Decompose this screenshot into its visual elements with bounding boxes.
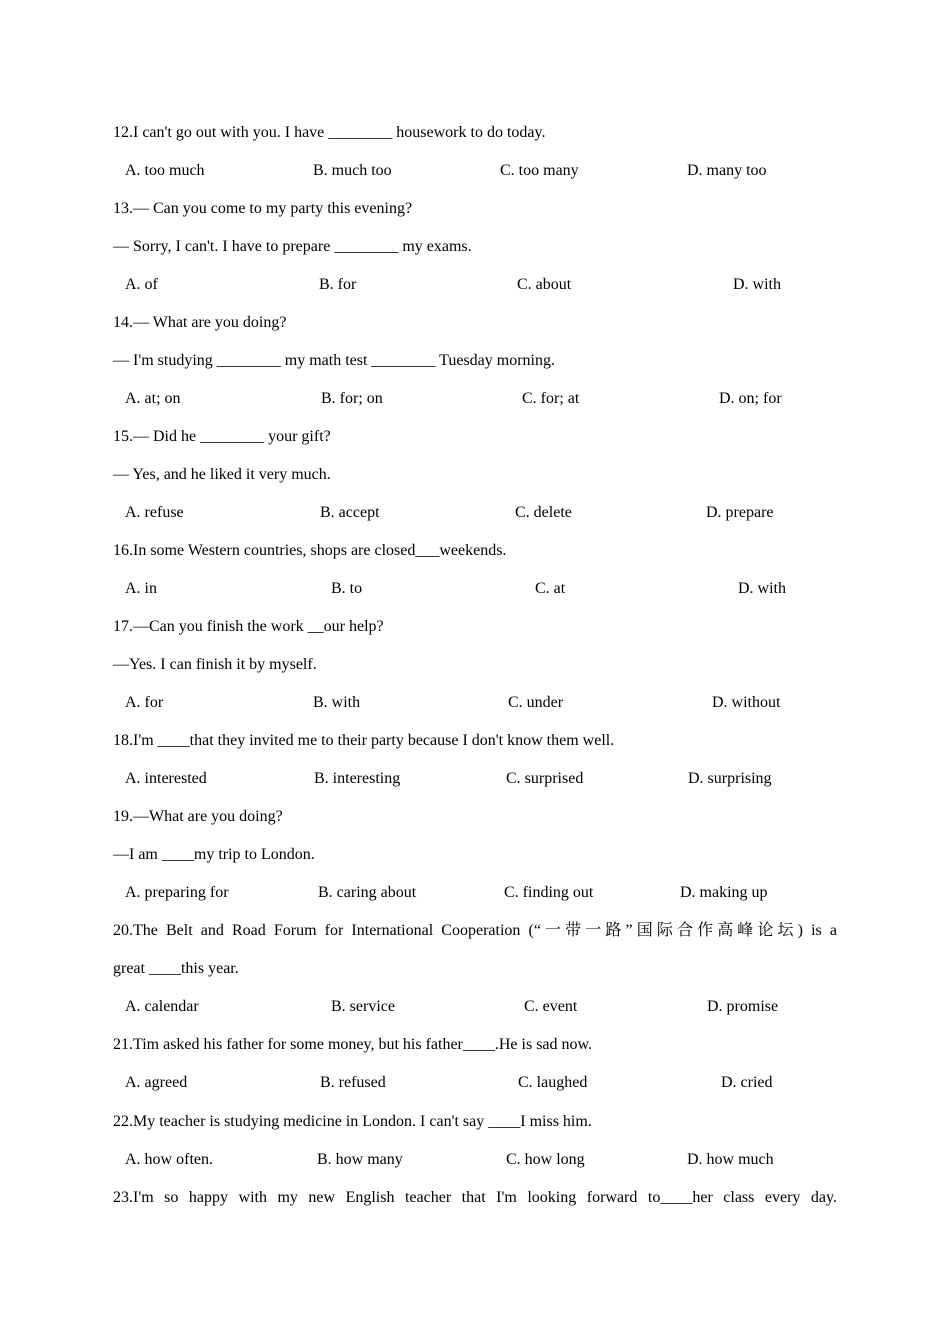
option-c: C. laughed xyxy=(518,1074,588,1091)
option-d: D. with xyxy=(738,580,786,597)
question-21-options xyxy=(0,1073,950,1093)
question-17-options xyxy=(0,693,950,713)
option-b: B. interesting xyxy=(314,770,401,787)
question-19-stem: 19.—What are you doing? xyxy=(113,808,283,825)
question-19-reply: —I am ____my trip to London. xyxy=(113,846,315,863)
question-23-stem: 23.I'm so happy with my new English teacher that I'm looking forward to____her class every day. xyxy=(113,1189,837,1206)
option-d: D. making up xyxy=(680,884,768,901)
option-c: C. at xyxy=(535,580,566,597)
option-a: A. too much xyxy=(125,162,205,179)
option-a: A. calendar xyxy=(125,998,199,1015)
question-19-options xyxy=(0,883,950,903)
question-22-options xyxy=(0,1150,950,1170)
option-a: A. how often. xyxy=(125,1151,213,1168)
option-c: C. about xyxy=(517,276,572,293)
question-22-stem: 22.My teacher is studying medicine in London. I can't say ____I miss him. xyxy=(113,1113,592,1130)
option-d: D. promise xyxy=(707,998,779,1015)
option-d: D. with xyxy=(733,276,781,293)
question-16-options xyxy=(0,579,950,599)
option-d: D. surprising xyxy=(688,770,772,787)
question-18-options xyxy=(0,769,950,789)
question-13-stem: 13.— Can you come to my party this evening? xyxy=(113,200,413,217)
option-a: A. preparing for xyxy=(125,884,229,901)
option-d: D. how much xyxy=(687,1151,774,1168)
option-d: D. many too xyxy=(687,162,767,179)
question-13-options xyxy=(0,275,950,295)
option-a: A. at; on xyxy=(125,390,181,407)
option-d: D. without xyxy=(712,694,781,711)
question-18-stem: 18.I'm ____that they invited me to their party because I don't know them well. xyxy=(113,732,615,749)
question-15-stem: 15.— Did he ________ your gift? xyxy=(113,428,331,445)
question-15-options xyxy=(0,503,950,523)
question-15-reply: — Yes, and he liked it very much. xyxy=(113,466,331,483)
option-b: B. how many xyxy=(317,1151,403,1168)
option-c: C. event xyxy=(524,998,578,1015)
option-b: B. for; on xyxy=(321,390,383,407)
option-b: B. to xyxy=(331,580,363,597)
option-a: A. for xyxy=(125,694,164,711)
option-a: A. interested xyxy=(125,770,207,787)
question-12-options xyxy=(0,161,950,181)
option-b: B. with xyxy=(313,694,361,711)
option-b: B. accept xyxy=(320,504,380,521)
option-b: B. for xyxy=(319,276,357,293)
question-20-stem-continued: great ____this year. xyxy=(113,960,239,977)
question-21-stem: 21.Tim asked his father for some money, but his father____.He is sad now. xyxy=(113,1036,593,1053)
question-13-reply: — Sorry, I can't. I have to prepare ________ my exams. xyxy=(113,238,472,255)
option-d: D. on; for xyxy=(719,390,782,407)
option-c: C. for; at xyxy=(522,390,580,407)
option-a: A. agreed xyxy=(125,1074,188,1091)
question-20-options xyxy=(0,997,950,1017)
option-b: B. service xyxy=(331,998,395,1015)
option-b: B. refused xyxy=(320,1074,386,1091)
question-14-options xyxy=(0,389,950,409)
option-d: D. cried xyxy=(721,1074,773,1091)
option-d: D. prepare xyxy=(706,504,774,521)
option-c: C. surprised xyxy=(506,770,584,787)
question-16-stem: 16.In some Western countries, shops are closed___weekends. xyxy=(113,542,507,559)
option-c: C. delete xyxy=(515,504,572,521)
question-12-stem: 12.I can't go out with you. I have ________ housework to do today. xyxy=(113,124,546,141)
question-14-stem: 14.— What are you doing? xyxy=(113,314,287,331)
option-b: B. much too xyxy=(313,162,392,179)
question-20-stem: 20.The Belt and Road Forum for International Cooperation (“一带一路”国际合作高峰论坛) is a xyxy=(113,922,837,939)
option-c: C. too many xyxy=(500,162,579,179)
option-b: B. caring about xyxy=(318,884,417,901)
question-17-stem: 17.—Can you finish the work __our help? xyxy=(113,618,384,635)
option-c: C. how long xyxy=(506,1151,585,1168)
option-a: A. of xyxy=(125,276,158,293)
question-17-reply: —Yes. I can finish it by myself. xyxy=(113,656,317,673)
question-14-reply: — I'm studying ________ my math test ________ Tuesday morning. xyxy=(113,352,555,369)
option-c: C. under xyxy=(508,694,564,711)
option-c: C. finding out xyxy=(504,884,594,901)
option-a: A. in xyxy=(125,580,157,597)
option-a: A. refuse xyxy=(125,504,184,521)
